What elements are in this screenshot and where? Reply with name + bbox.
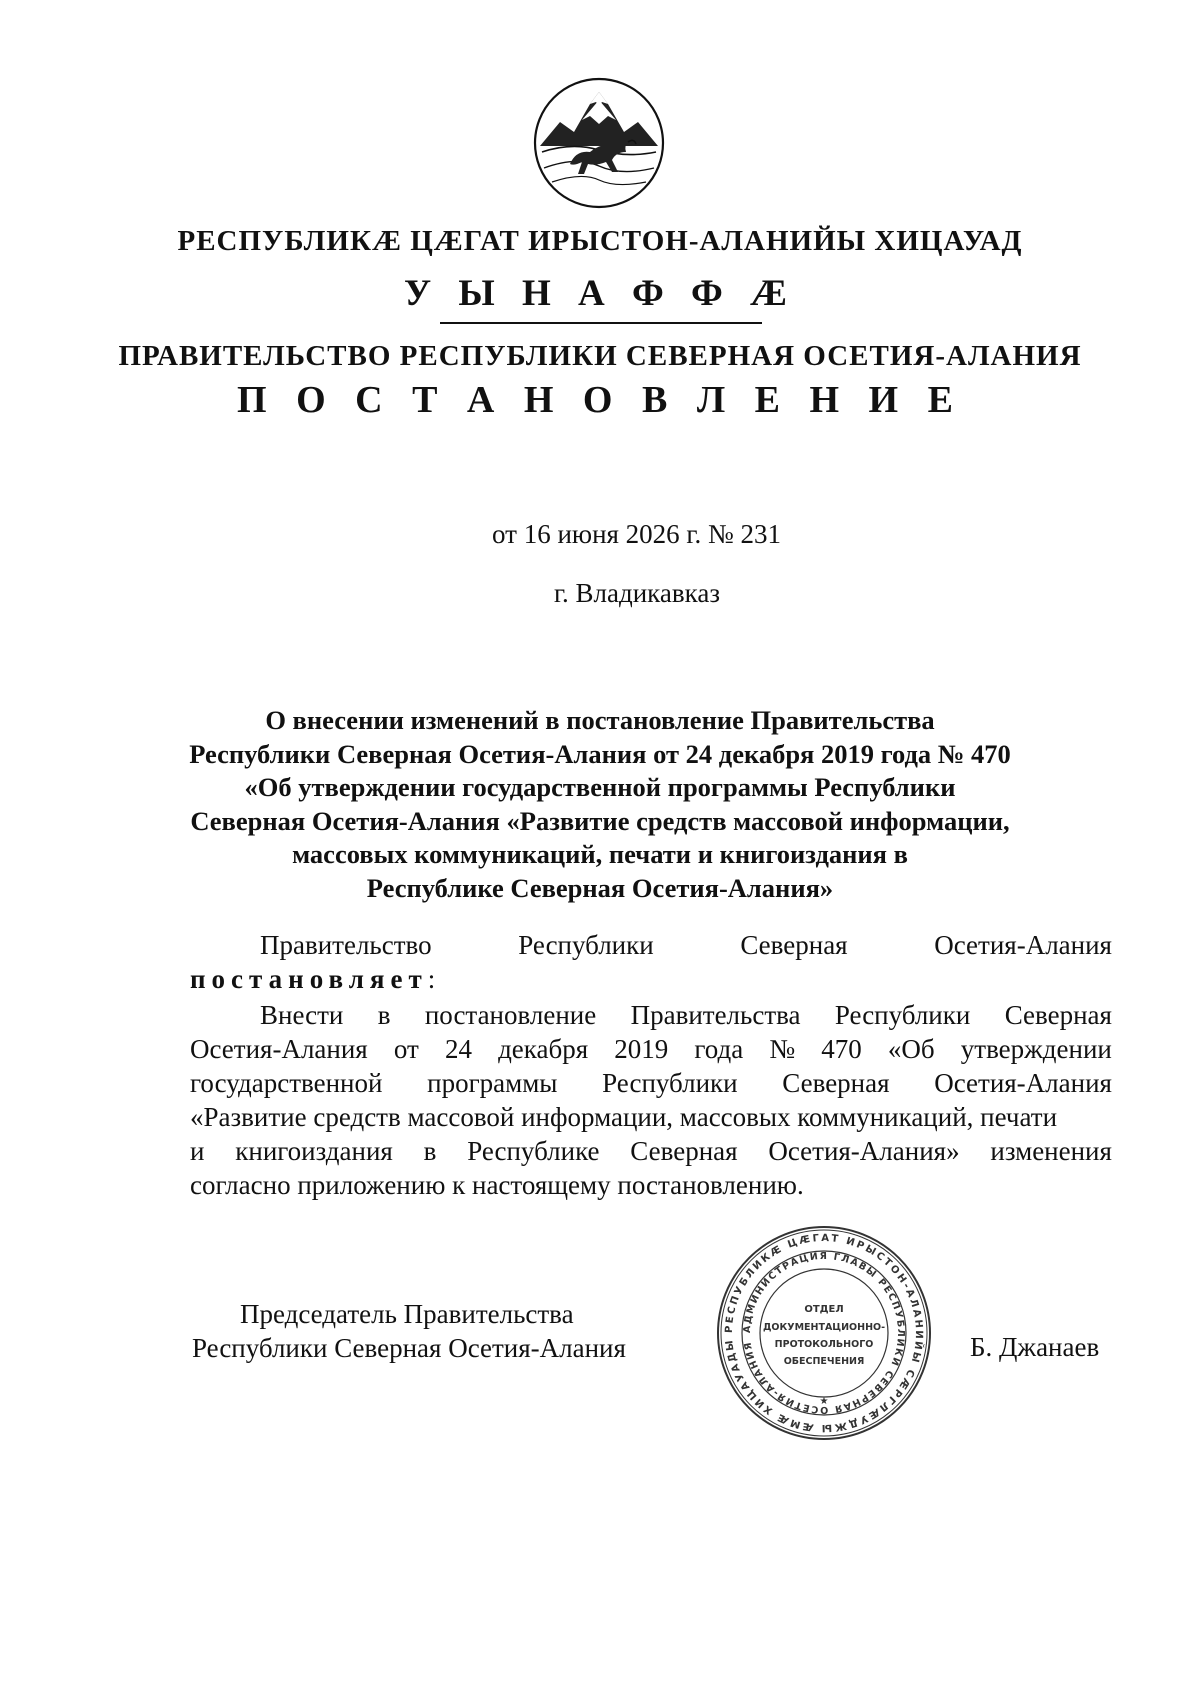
official-seal-stamp [713,1222,935,1444]
body-line: государственной программы Республики Северная Осетия-Алания [190,1068,1112,1098]
svg-text:ОТДЕЛ: ОТДЕЛ [804,1304,844,1315]
svg-text:РЕСПУБЛИКÆ ЦÆГАТ ИРЫСТОН-АЛАНИ: РЕСПУБЛИКÆ ЦÆГАТ ИРЫСТОН-АЛАНИЙЫ СÆРГЛÆУДЖЫ ÆМÆ ХИЦАУАДЫ [723,1232,925,1434]
subject-line: Северная Осетия-Алания «Развитие средств массовой информации, [190,805,1010,836]
resolves-word: постановляет [190,964,428,994]
body-line: «Развитие средств массовой информации, массовых коммуникаций, печати [190,1102,1058,1132]
russian-document-type: П О С Т А Н О В Л Е Н И Е [237,379,963,421]
signatory-position: Председатель Правительства Республики Северная Осетия-Алания [192,1299,626,1363]
body-line: согласно приложению к настоящему постановлению. [190,1170,804,1200]
subject-line: «Об утверждении государственной программы Республики [244,772,956,803]
signatory-name: Б. Джанаев [970,1332,1100,1362]
subject-line: Республике Северная Осетия-Алания» [366,872,834,903]
svg-text:ДОКУМЕНТАЦИОННО-: ДОКУМЕНТАЦИОННО- [762,1322,886,1333]
subject-line: массовых коммуникаций, печати и книгоиздания в [292,839,908,870]
ossetian-document-type: У Ы Н А Ф Ф Æ [403,273,797,314]
body-line: постановляет: [190,964,436,994]
body-line: Внести в постановление Правительства Республики Северная [260,1000,1112,1030]
body-line: Правительство Республики Северная Осетия-Алания [260,930,1112,960]
subject-line: Республики Северная Осетия-Алания от 24 декабря 2019 года № 470 [189,738,1011,769]
subject-line: О внесении изменений в постановление Правительства [265,705,935,735]
svg-text:ПРОТОКОЛЬНОГО: ПРОТОКОЛЬНОГО [774,1339,874,1350]
document-subject [160,704,1040,906]
svg-text:ОБЕСПЕЧЕНИЯ: ОБЕСПЕЧЕНИЯ [783,1356,865,1367]
coat-of-arms-emblem [532,76,666,210]
header-divider [440,322,762,324]
svg-text:АДМИНИСТРАЦИЯ ГЛАВЫ РЕСПУБЛИКИ: АДМИНИСТРАЦИЯ ГЛАВЫ РЕСПУБЛИКИ СЕВЕРНАЯ ОСЕТИЯ-АЛАНИЯ [741,1250,907,1416]
svg-text:★: ★ [819,1396,829,1407]
russian-org-name: ПРАВИТЕЛЬСТВО РЕСПУБЛИКИ СЕВЕРНАЯ ОСЕТИЯ-АЛАНИЯ [118,340,1082,372]
ossetian-org-name: РЕСПУБЛИКÆ ЦÆГАТ ИРЫСТОН-АЛАНИЙЫ ХИЦАУАД [177,225,1023,257]
body-line: Осетия-Алания от 24 декабря 2019 года № 470 «Об утверждении [190,1034,1112,1064]
document-city: г. Владикавказ [554,578,720,608]
document-date-number: от 16 июня 2026 г. № 231 [492,519,781,549]
body-line: и книгоиздания в Республике Северная Осетия-Алания» изменения [190,1136,1112,1166]
